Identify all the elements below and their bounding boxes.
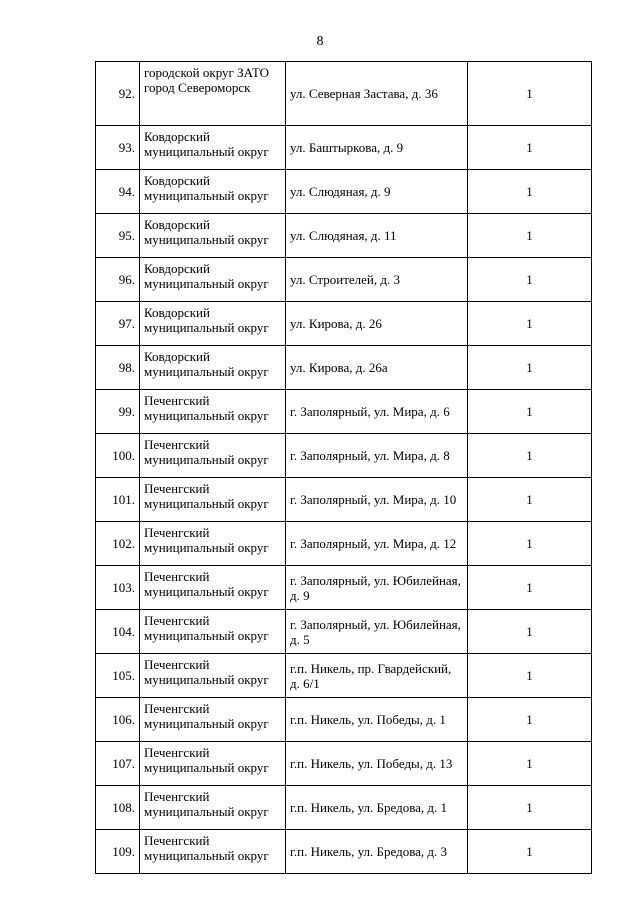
table-row (96, 390, 592, 434)
address-cell: ул. Баштыркова, д. 9 (286, 126, 468, 170)
municipality-cell: Печенгский муниципальный округ (140, 742, 286, 786)
municipality-cell: Печенгский муниципальный округ (140, 566, 286, 610)
quantity-cell: 1 (468, 302, 592, 346)
quantity-cell: 1 (468, 830, 592, 874)
municipality-cell: Печенгский муниципальный округ (140, 830, 286, 874)
address-cell: г. Заполярный, ул. Юбилейная, д. 5 (286, 610, 468, 654)
municipality-cell: Печенгский муниципальный округ (140, 654, 286, 698)
table-row (96, 170, 592, 214)
quantity-cell: 1 (468, 698, 592, 742)
municipality-cell: Печенгский муниципальный округ (140, 478, 286, 522)
table-row (96, 566, 592, 610)
table-row (96, 214, 592, 258)
table-row (96, 302, 592, 346)
quantity-cell: 1 (468, 390, 592, 434)
municipality-cell: Ковдорский муниципальный округ (140, 170, 286, 214)
page-number: 8 (316, 34, 324, 49)
row-number-cell: 95. (96, 214, 140, 258)
quantity-cell: 1 (468, 654, 592, 698)
table-row (96, 258, 592, 302)
row-number-cell: 92. (96, 62, 140, 126)
address-cell: ул. Слюдяная, д. 11 (286, 214, 468, 258)
municipality-cell: Печенгский муниципальный округ (140, 698, 286, 742)
table-row (96, 126, 592, 170)
table-row (96, 654, 592, 698)
address-cell: г. Заполярный, ул. Мира, д. 12 (286, 522, 468, 566)
quantity-cell: 1 (468, 170, 592, 214)
municipality-cell: Печенгский муниципальный округ (140, 434, 286, 478)
row-number-cell: 94. (96, 170, 140, 214)
quantity-cell: 1 (468, 478, 592, 522)
address-cell: г.п. Никель, ул. Бредова, д. 3 (286, 830, 468, 874)
municipality-cell: Печенгский муниципальный округ (140, 522, 286, 566)
table-row (96, 742, 592, 786)
quantity-cell: 1 (468, 566, 592, 610)
table-row (96, 786, 592, 830)
row-number-cell: 102. (96, 522, 140, 566)
table-body (96, 62, 592, 874)
row-number-cell: 99. (96, 390, 140, 434)
address-cell: ул. Строителей, д. 3 (286, 258, 468, 302)
municipality-cell: Ковдорский муниципальный округ (140, 258, 286, 302)
table-row (96, 346, 592, 390)
row-number-cell: 98. (96, 346, 140, 390)
row-number-cell: 105. (96, 654, 140, 698)
row-number-cell: 103. (96, 566, 140, 610)
table-row (96, 62, 592, 126)
row-number-cell: 100. (96, 434, 140, 478)
address-cell: ул. Слюдяная, д. 9 (286, 170, 468, 214)
table-row (96, 610, 592, 654)
municipality-cell: Печенгский муниципальный округ (140, 610, 286, 654)
quantity-cell: 1 (468, 434, 592, 478)
municipality-cell: Печенгский муниципальный округ (140, 390, 286, 434)
municipality-cell: городской округ ЗАТО город Североморск (140, 62, 286, 126)
table-row (96, 478, 592, 522)
table-row (96, 434, 592, 478)
address-cell: ул. Кирова, д. 26 (286, 302, 468, 346)
address-cell: г.п. Никель, ул. Победы, д. 1 (286, 698, 468, 742)
quantity-cell: 1 (468, 62, 592, 126)
quantity-cell: 1 (468, 742, 592, 786)
table-row (96, 698, 592, 742)
quantity-cell: 1 (468, 346, 592, 390)
row-number-cell: 107. (96, 742, 140, 786)
address-cell: г.п. Никель, ул. Бредова, д. 1 (286, 786, 468, 830)
quantity-cell: 1 (468, 610, 592, 654)
quantity-cell: 1 (468, 522, 592, 566)
row-number-cell: 97. (96, 302, 140, 346)
row-number-cell: 106. (96, 698, 140, 742)
municipality-cell: Ковдорский муниципальный округ (140, 126, 286, 170)
table-row (96, 830, 592, 874)
quantity-cell: 1 (468, 786, 592, 830)
quantity-cell: 1 (468, 214, 592, 258)
row-number-cell: 93. (96, 126, 140, 170)
table-row (96, 522, 592, 566)
row-number-cell: 96. (96, 258, 140, 302)
address-cell: ул. Кирова, д. 26а (286, 346, 468, 390)
address-cell: г. Заполярный, ул. Мира, д. 6 (286, 390, 468, 434)
row-number-cell: 104. (96, 610, 140, 654)
municipality-cell: Ковдорский муниципальный округ (140, 214, 286, 258)
address-cell: г. Заполярный, ул. Мира, д. 10 (286, 478, 468, 522)
address-cell: г. Заполярный, ул. Мира, д. 8 (286, 434, 468, 478)
address-cell: ул. Северная Застава, д. 36 (286, 62, 468, 126)
row-number-cell: 101. (96, 478, 140, 522)
municipality-cell: Печенгский муниципальный округ (140, 786, 286, 830)
municipality-cell: Ковдорский муниципальный округ (140, 346, 286, 390)
address-cell: г.п. Никель, ул. Победы, д. 13 (286, 742, 468, 786)
housing-list-table (95, 61, 592, 874)
address-cell: г. Заполярный, ул. Юбилейная, д. 9 (286, 566, 468, 610)
quantity-cell: 1 (468, 126, 592, 170)
address-cell: г.п. Никель, пр. Гвардейский, д. 6/1 (286, 654, 468, 698)
row-number-cell: 109. (96, 830, 140, 874)
row-number-cell: 108. (96, 786, 140, 830)
municipality-cell: Ковдорский муниципальный округ (140, 302, 286, 346)
quantity-cell: 1 (468, 258, 592, 302)
